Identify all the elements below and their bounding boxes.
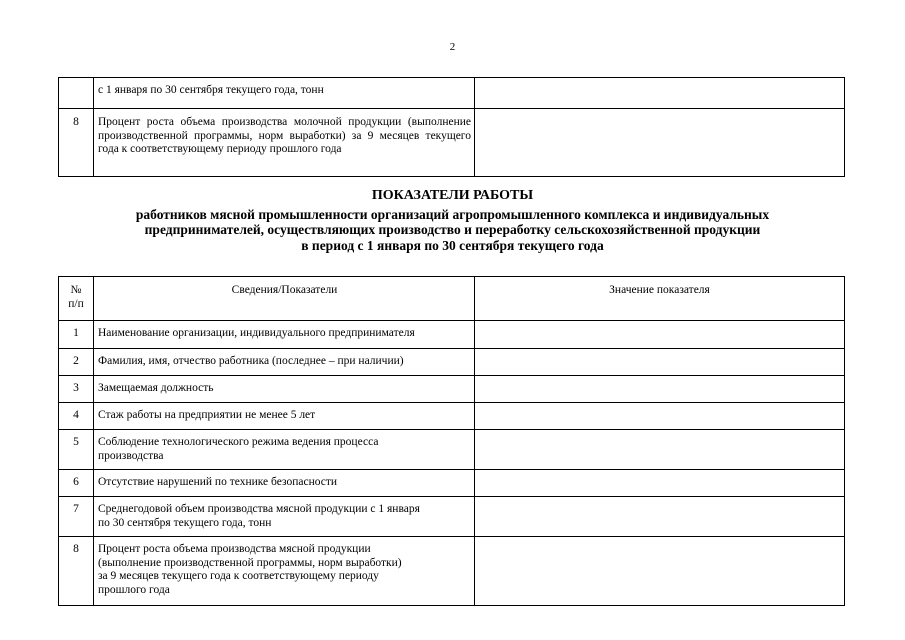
- description-line: Среднегодовой объем производства мясной продукции с 1 января: [98, 503, 420, 515]
- row-number: 7: [59, 497, 94, 537]
- row-number: [59, 78, 94, 109]
- row-value: [475, 349, 845, 376]
- row-description: Фамилия, имя, отчество работника (последнее – при наличии): [94, 349, 475, 376]
- row-value: [475, 537, 845, 606]
- indicators-table: [58, 276, 845, 606]
- row-value: [475, 497, 845, 537]
- row-value: [475, 470, 845, 497]
- section-heading: [0, 188, 905, 253]
- table-row: [59, 78, 845, 109]
- description-line: прошлого года: [98, 583, 170, 596]
- row-description: [94, 497, 475, 537]
- row-description: Отсутствие нарушений по технике безопасности: [94, 470, 475, 497]
- row-number: 8: [59, 109, 94, 177]
- description-line: Соблюдение технологического режима ведения процесса: [98, 436, 379, 448]
- table-row: [59, 537, 845, 606]
- table-row: [59, 109, 845, 177]
- row-value: [475, 403, 845, 430]
- table-header-row: [59, 277, 845, 321]
- table-row: [59, 470, 845, 497]
- row-number: 1: [59, 321, 94, 349]
- header-text: №: [70, 284, 82, 296]
- heading-subtitle-line: работников мясной промышленности организаций агропромышленного комплекса и индивидуальных: [135, 206, 770, 222]
- row-number: 6: [59, 470, 94, 497]
- table-row: [59, 497, 845, 537]
- table-row: [59, 403, 845, 430]
- table-row: [59, 376, 845, 403]
- row-value: [475, 109, 845, 177]
- table-row: [59, 430, 845, 470]
- row-description: Процент роста объема производства молочной продукции (выполнение производственной программы, норм выработки) за 9 месяцев текущего года к соответствующему периоду прошлого года: [94, 109, 475, 177]
- row-description: Стаж работы на предприятии не менее 5 лет: [94, 403, 475, 430]
- header-text: п/п: [68, 297, 84, 310]
- description-line: Процент роста объема производства мясной продукции: [98, 543, 371, 555]
- row-description: Наименование организации, индивидуального предпринимателя: [94, 321, 475, 349]
- heading-subtitle-line: предпринимателей, осуществляющих производство и переработку сельскохозяйственной продукции: [144, 222, 761, 237]
- row-number: 4: [59, 403, 94, 430]
- row-description: [94, 430, 475, 470]
- row-description: Замещаемая должность: [94, 376, 475, 403]
- heading-title: ПОКАЗАТЕЛИ РАБОТЫ: [371, 188, 534, 203]
- row-value: [475, 430, 845, 470]
- continued-table: [58, 77, 845, 177]
- row-value: [475, 78, 845, 109]
- description-line: за 9 месяцев текущего года к соответствующему периоду: [98, 570, 379, 582]
- description-line: по 30 сентября текущего года, тонн: [98, 516, 272, 529]
- heading-subtitle-line: в период с 1 января по 30 сентября текущего года: [301, 237, 604, 253]
- row-number: 5: [59, 430, 94, 470]
- row-value: [475, 321, 845, 349]
- column-header-number: [59, 277, 94, 321]
- row-number: 3: [59, 376, 94, 403]
- table-row: [59, 349, 845, 376]
- row-description: [94, 537, 475, 606]
- description-line: (выполнение производственной программы, норм выработки): [98, 556, 402, 569]
- row-number: 2: [59, 349, 94, 376]
- column-header-value: Значение показателя: [475, 277, 845, 321]
- page-number: 2: [449, 41, 456, 53]
- row-value: [475, 376, 845, 403]
- column-header-info: Сведения/Показатели: [94, 277, 475, 321]
- row-description: с 1 января по 30 сентября текущего года, тонн: [94, 78, 475, 109]
- row-number: 8: [59, 537, 94, 606]
- description-line: производства: [98, 449, 164, 462]
- table-row: [59, 321, 845, 349]
